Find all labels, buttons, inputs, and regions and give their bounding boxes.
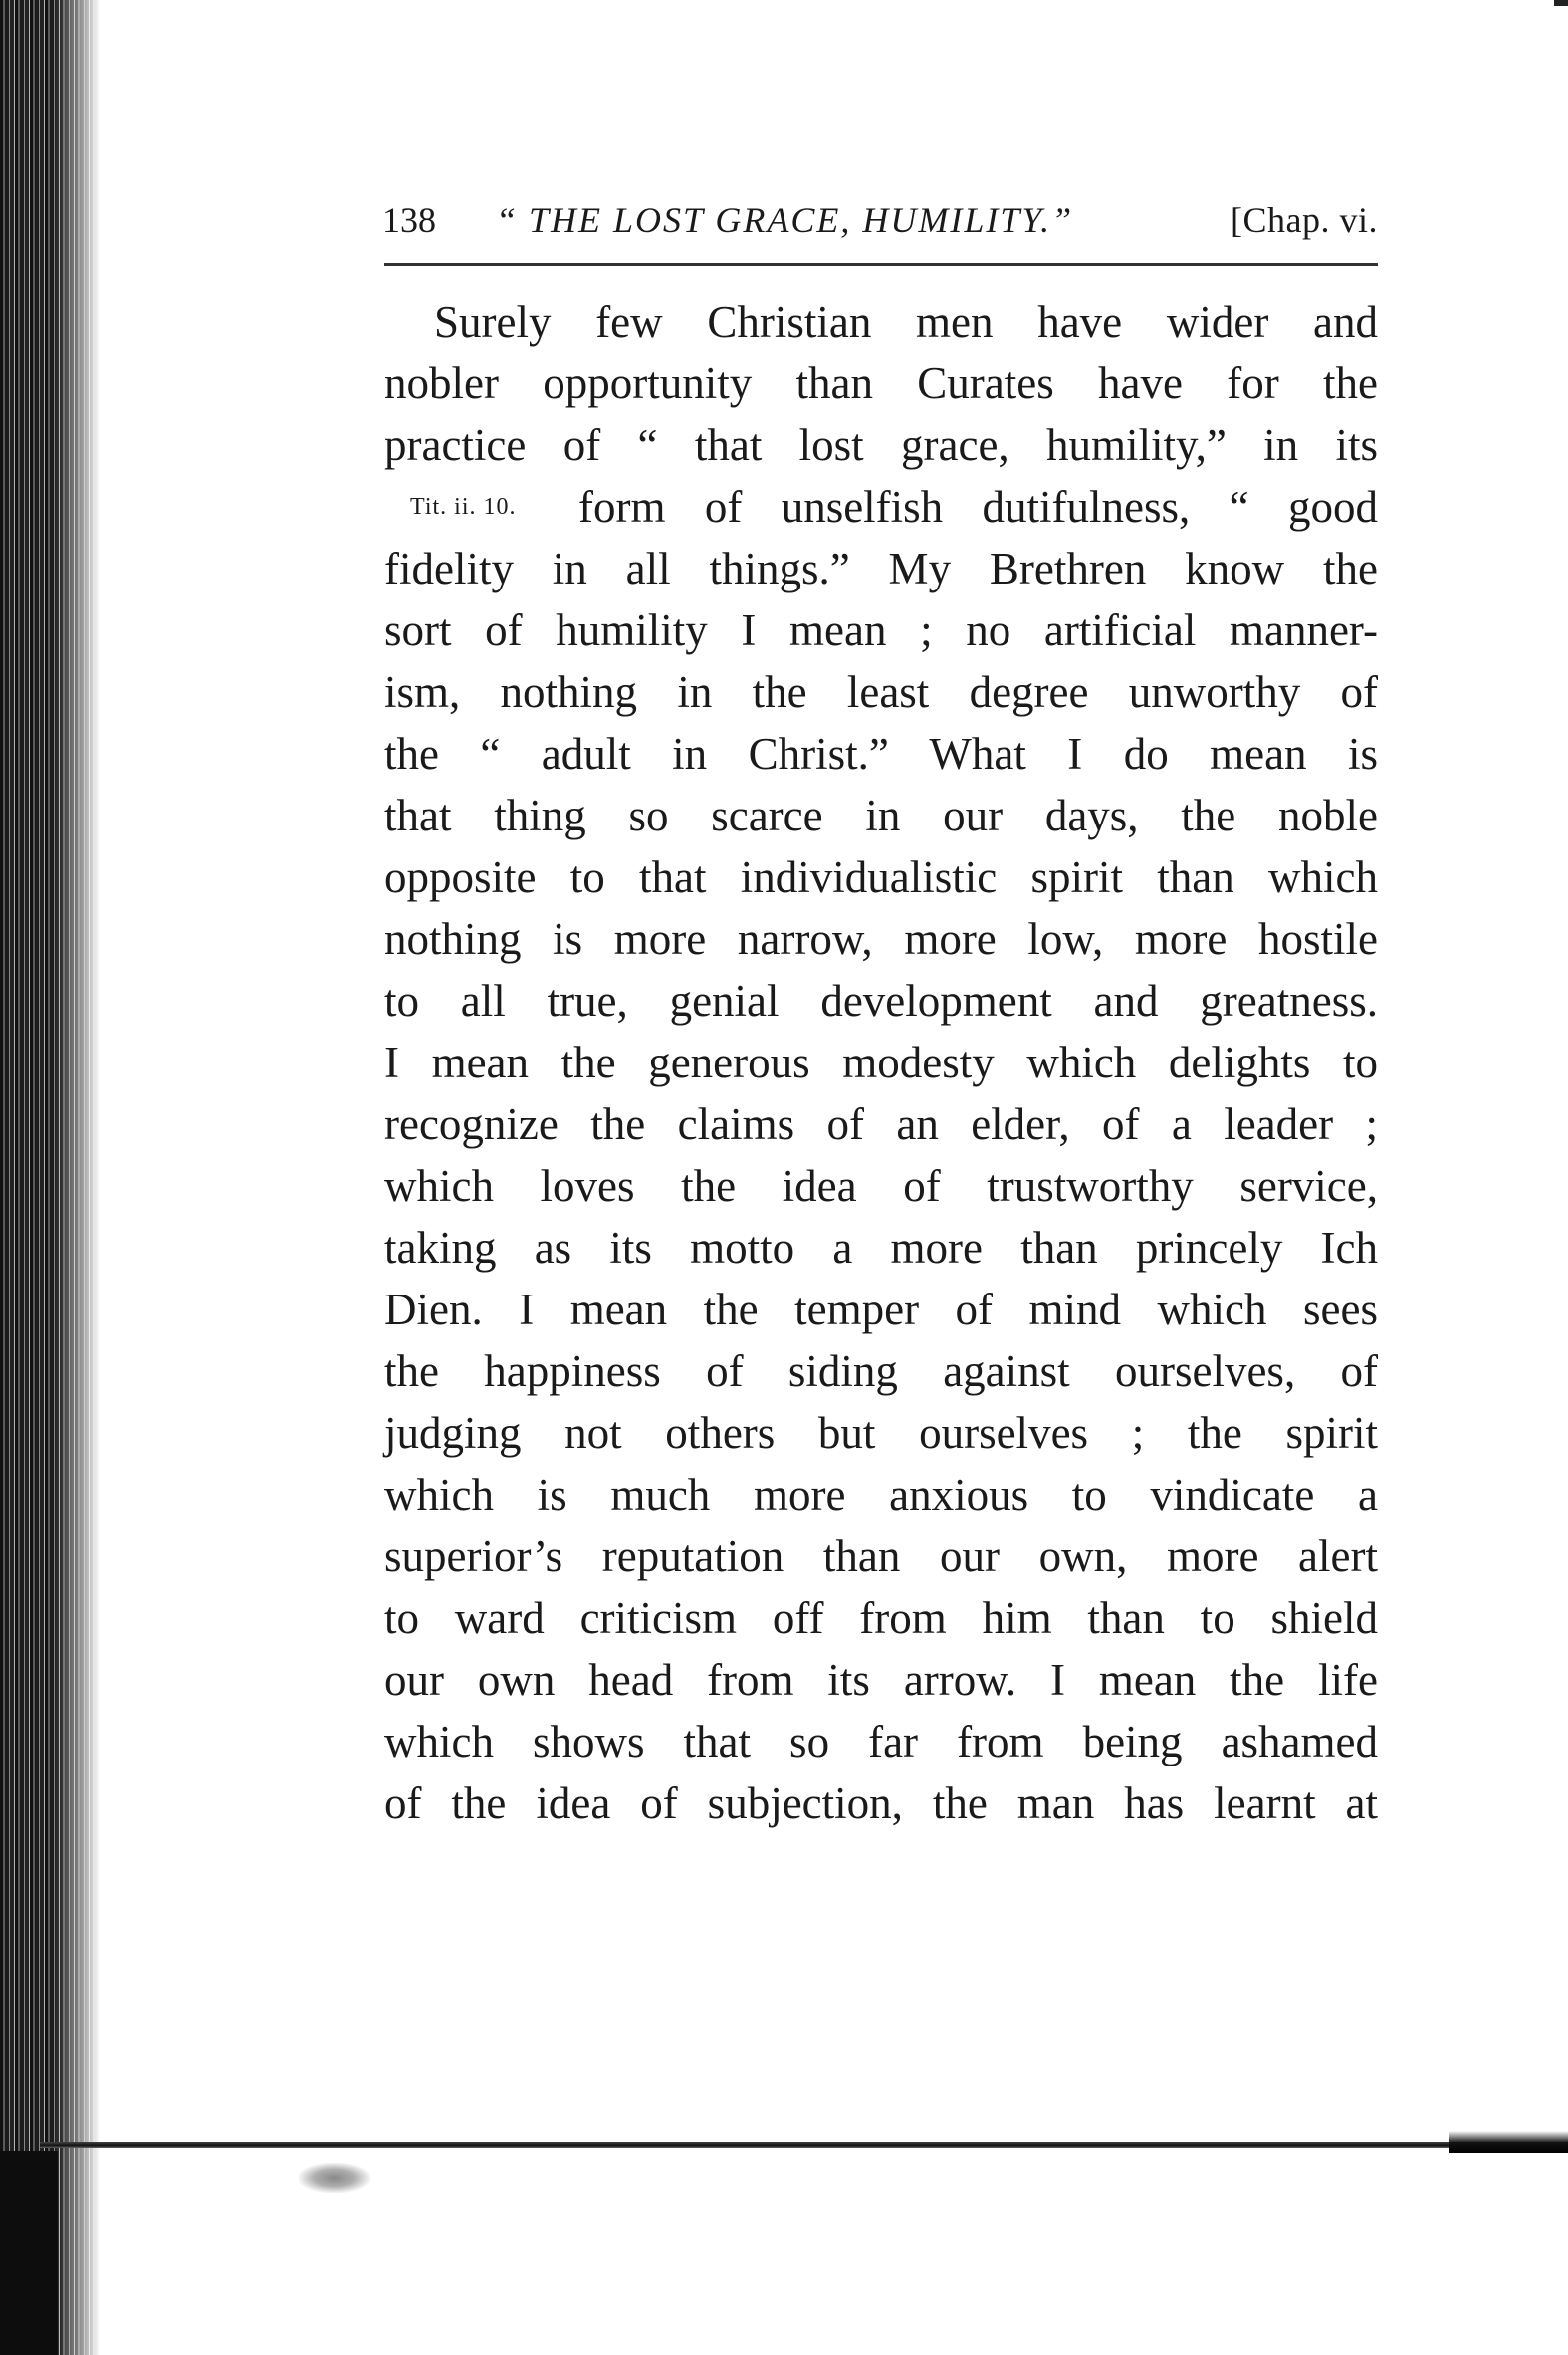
margin-note: Tit. ii. 10. bbox=[410, 494, 517, 520]
text-line: sort of humility I mean ; no artificial manner- bbox=[384, 605, 1378, 655]
text-line: which is much more anxious to vindicate a bbox=[384, 1470, 1378, 1520]
page-bottom-edge-shadow bbox=[1449, 2131, 1568, 2153]
page-bottom-edge bbox=[40, 2142, 1568, 2148]
text-line: fidelity in all things.” My Brethren know the bbox=[384, 544, 1378, 593]
text-line: the happiness of siding against ourselves, of bbox=[384, 1346, 1378, 1396]
text-line: superior’s reputation than our own, more alert bbox=[384, 1531, 1378, 1581]
text-line: I mean the generous modesty which delights to bbox=[384, 1038, 1378, 1087]
page-number: 138 bbox=[382, 200, 436, 240]
text-line: the “ adult in Christ.” What I do mean is bbox=[384, 729, 1378, 779]
text-line: ism, nothing in the least degree unworthy of bbox=[384, 667, 1378, 717]
corner-mark bbox=[1554, 0, 1568, 6]
text-line: nothing is more narrow, more low, more hostile bbox=[384, 914, 1378, 964]
running-title: “ THE LOST GRACE, HUMILITY.” bbox=[496, 200, 1074, 240]
text-line: to ward criticism off from him than to shield bbox=[384, 1593, 1378, 1643]
text-line: which shows that so far from being ashamed bbox=[384, 1717, 1378, 1766]
body-text bbox=[384, 291, 1378, 1834]
header-rule bbox=[384, 263, 1378, 266]
text-line: Dien. I mean the temper of mind which sees bbox=[384, 1285, 1378, 1334]
spine-bottom-shadow bbox=[0, 2151, 58, 2355]
text-line: practice of “ that lost grace, humility,” in its bbox=[384, 420, 1378, 470]
ink-smudge bbox=[299, 2163, 370, 2193]
spine-fade bbox=[55, 0, 100, 2355]
text-line: that thing so scarce in our days, the noble bbox=[384, 791, 1378, 840]
text-line: Surely few Christian men have wider and bbox=[434, 297, 1378, 347]
text-line: of the idea of subjection, the man has learnt at bbox=[384, 1778, 1378, 1828]
text-line: judging not others but ourselves ; the spirit bbox=[384, 1408, 1378, 1458]
text-line-content: form of unselfish dutifulness, “ good bbox=[578, 482, 1378, 532]
running-head bbox=[382, 192, 1378, 248]
text-line: our own head from its arrow. I mean the life bbox=[384, 1655, 1378, 1705]
text-line: opposite to that individualistic spirit than which bbox=[384, 852, 1378, 902]
text-line: which loves the idea of trustworthy service, bbox=[384, 1161, 1378, 1211]
chapter-reference: [Chap. vi. bbox=[1231, 200, 1378, 240]
text-line: recognize the claims of an elder, of a leader ; bbox=[384, 1099, 1378, 1149]
text-line-with-margin-note bbox=[384, 476, 1378, 538]
text-line: taking as its motto a more than princely Ich bbox=[384, 1223, 1378, 1273]
text-line: to all true, genial development and greatness. bbox=[384, 976, 1378, 1026]
text-line: nobler opportunity than Curates have for the bbox=[384, 358, 1378, 408]
